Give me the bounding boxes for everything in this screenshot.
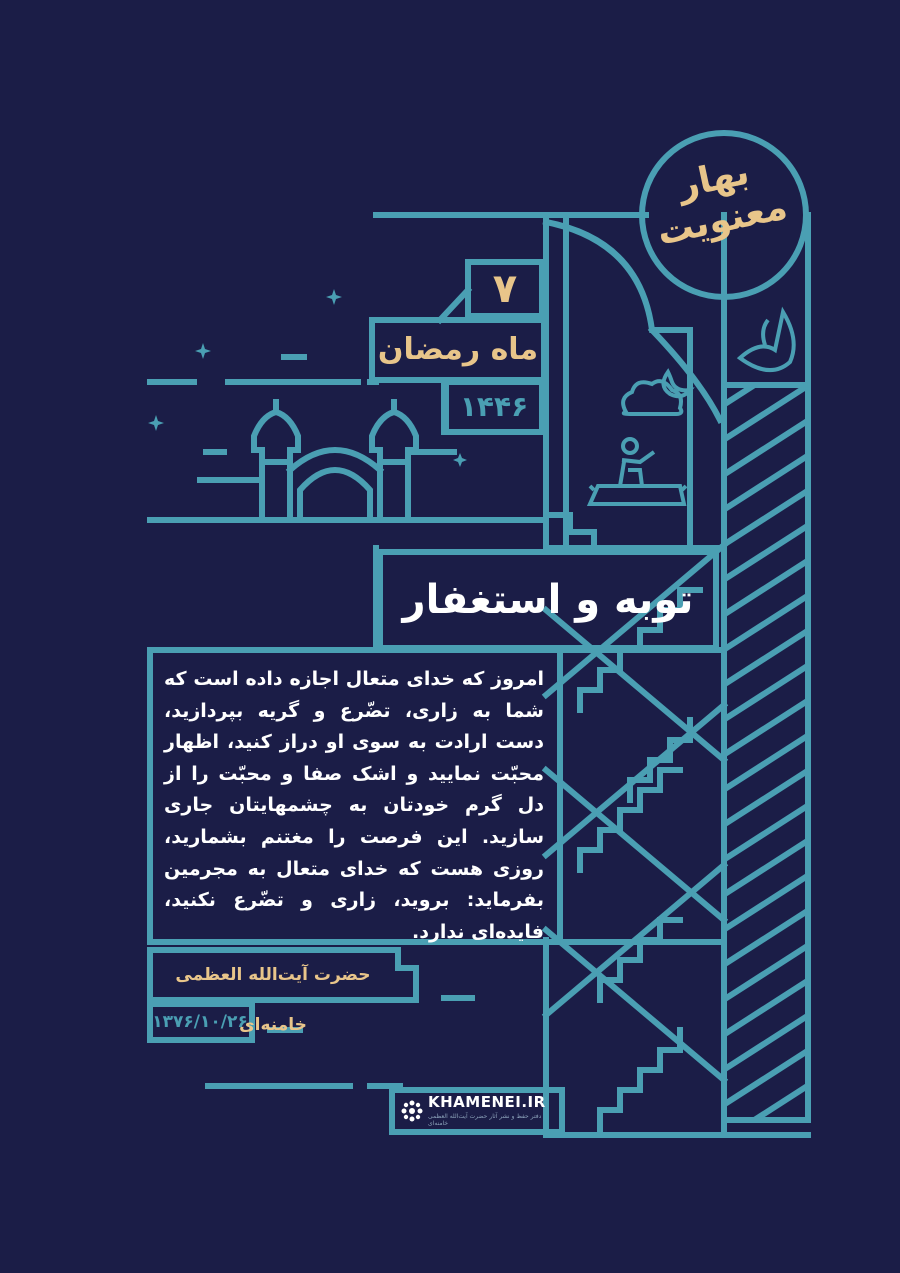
badge-title: بهار معنویت (653, 151, 791, 254)
quote-date: ۱۳۷۶/۱۰/۲۶ (152, 1012, 248, 1032)
prayer-rug-icon (590, 439, 686, 504)
calendar-day: ۷ (492, 266, 518, 312)
cloud-moon-icon (623, 372, 690, 414)
bird-ornament-icon (740, 312, 794, 370)
calendar-year: ۱۴۴۶ (459, 390, 529, 423)
logo-name[interactable]: KHAMENEI.IR (428, 1093, 546, 1111)
logo-subtitle: دفتر حفظ و نشر آثار حضرت آیت‌الله العظمی خامنه‌ای (428, 1113, 542, 1127)
mosque-icon (254, 402, 416, 520)
quote-text: امروز که خدای متعال اجازه داده است که شما به زاری، تضّرع و گریه بپردازید، دست ارادت به سوی او دراز کنید، اظهار محبّت نمایید و اشک صفا و محبّت را از دل گرم خودتان به چشمهایتان جاری سازید. این فرصت را مغتنم بشمارید، روزی هست که خدای متعال به مجرمین بفرماید: بروید، زاری و تضّرع نکنید، فایده‌ای ندارد. (164, 668, 544, 943)
quote-author: حضرت آیت‌الله العظمی خامنه‌ای (175, 965, 371, 1035)
calendar-month: ماه رمضان (377, 332, 539, 367)
headline: توبه و استغفار (402, 577, 694, 623)
